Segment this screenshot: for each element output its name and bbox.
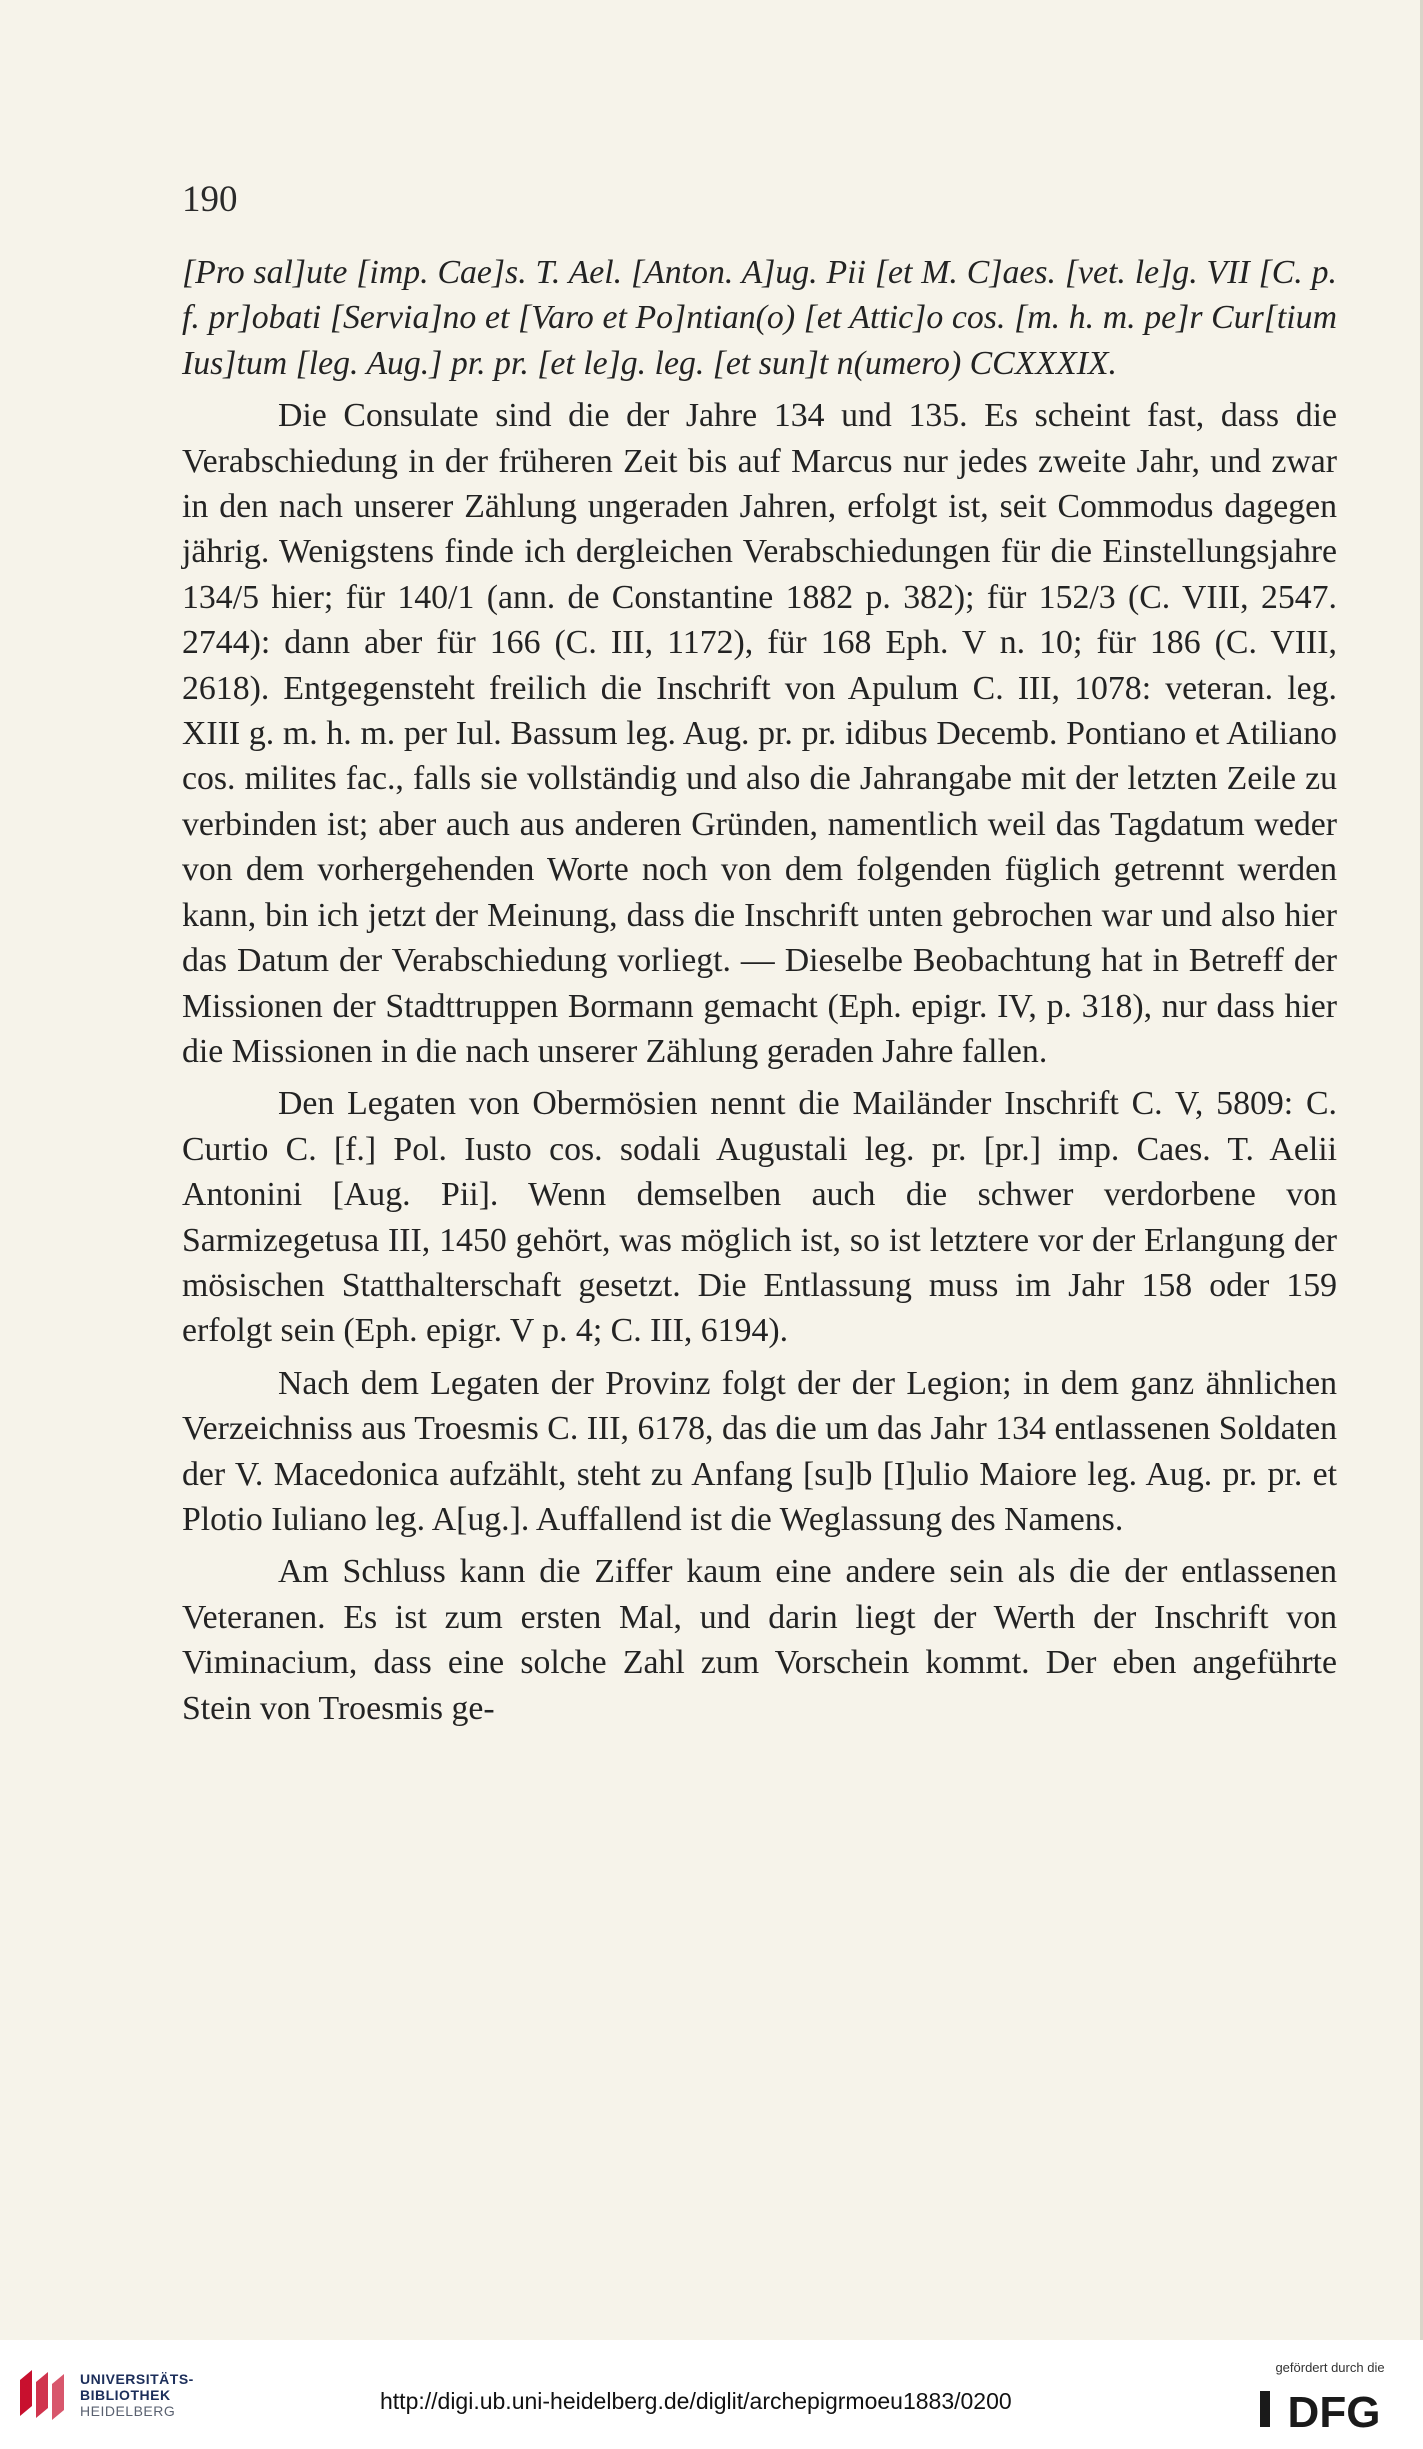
permalink-url[interactable]: http://digi.ub.uni-heidelberg.de/diglit/archepigrmoeu1883/0200 — [380, 2388, 1012, 2414]
library-name-line1: UNIVERSITÄTS- — [80, 2371, 194, 2387]
paragraph-legion: Nach dem Legaten der Provinz folgt der der Legion; in dem ganz ähnlichen Verzeichniss aus Troesmis C. III, 6178, das die um das Jahr 134 entlassenen Soldaten der V. Macedonica aufzählt, steht zu Anfang [su]b [I]ulio Maiore leg. Aug. pr. pr. et Plotio Iuliano leg. A[ug.]. Auffallend ist die Weglassung des Namens. — [182, 1364, 1337, 1538]
funder-block — [1255, 2360, 1405, 2433]
library-name-line2: BIBLIOTHEK — [80, 2387, 171, 2403]
paragraph-legate: Den Legaten von Obermösien nennt die Mailänder Inschrift C. V, 5809: C. Curtio C. [f.] Pol. Iusto cos. sodali Augustali leg. pr. [pr.] imp. Caes. T. Aelii Antonini [Aug. Pii]. Wenn demselben auch die schwer verdorbene von Sarmizegetusa III, 1450 gehört, was möglich ist, so ist letztere vor der Erlangung der mösischen Statthalterschaft gesetzt. Die Entlassung muss im Jahr 158 oder 159 erfolgt sein (Eph. epigr. V p. 4; C. III, 6194). — [182, 1085, 1337, 1350]
university-library-logo-icon — [16, 2366, 68, 2422]
body-text — [182, 250, 1337, 1731]
inscription-text: [Pro sal]ute [imp. Cae]s. T. Ael. [Anton. A]ug. Pii [et M. C]aes. [vet. le]g. VII [C. p. f. pr]obati [Servia]no et [Varo et Po]ntian(o) [et Attic]o cos. [m. h. m. pe]r Cur[tium Ius]tum [leg. Aug.] pr. pr. [et le]g. leg. [et sun]t n(umero) CCXXXIX. — [182, 254, 1337, 382]
dfg-logo-icon — [1260, 2385, 1400, 2433]
dfg-logo-text: DFG — [1287, 2388, 1381, 2433]
page-number: 190 — [182, 179, 238, 220]
paragraph-consulate: Die Consulate sind die der Jahre 134 und 135. Es scheint fast, dass die Verabschiedung in der früheren Zeit bis auf Marcus nur jedes zweite Jahr, und zwar in den nach unserer Zählung ungeraden Jahren, erfolgt ist, seit Commodus dagegen jährig. Wenigstens finde ich dergleichen Verabschiedungen für die Einstellungsjahre 134/5 hier; für 140/1 (ann. de Constantine 1882 p. 382); für 152/3 (C. VIII, 2547. 2744): dann aber für 166 (C. III, 1172), für 168 Eph. V n. 10; für 186 (C. VIII, 2618). Entgegensteht freilich die Inschrift von Apulum C. III, 1078: veteran. leg. XIII g. m. h. m. per Iul. Bassum leg. Aug. pr. pr. idibus Decemb. Pontiano et Atiliano cos. milites fac., falls sie vollständig und also die Jahrangabe mit der letzten Zeile zu verbinden ist; aber auch aus anderen Gründen, namentlich weil das Tagdatum weder von dem vorhergehenden Worte noch von dem folgenden füglich getrennt werden kann, bin ich jetzt der Meinung, dass die Inschrift unten gebrochen war und also hier das Datum der Verabschiedung vorliegt. — Dieselbe Beobachtung hat in Betreff der Missionen der Stadttruppen Bormann gemacht (Eph. epigr. IV, p. 318), nur dass hier die Missionen in die nach unserer Zählung geraden Jahre fallen. — [182, 397, 1337, 1070]
paragraph-veterans: Am Schluss kann die Ziffer kaum eine andere sein als die der entlassenen Veteranen. Es ist zum ersten Mal, und darin liegt der Werth der Inschrift von Viminacium, dass eine solche Zahl zum Vorschein kommt. Der eben angeführte Stein von Troesmis ge- — [182, 1553, 1337, 1727]
digitization-footer — [0, 2340, 1423, 2449]
funder-label: gefördert durch die — [1275, 2360, 1385, 2375]
library-name-line3: HEIDELBERG — [80, 2403, 176, 2419]
library-name — [80, 2371, 194, 2419]
